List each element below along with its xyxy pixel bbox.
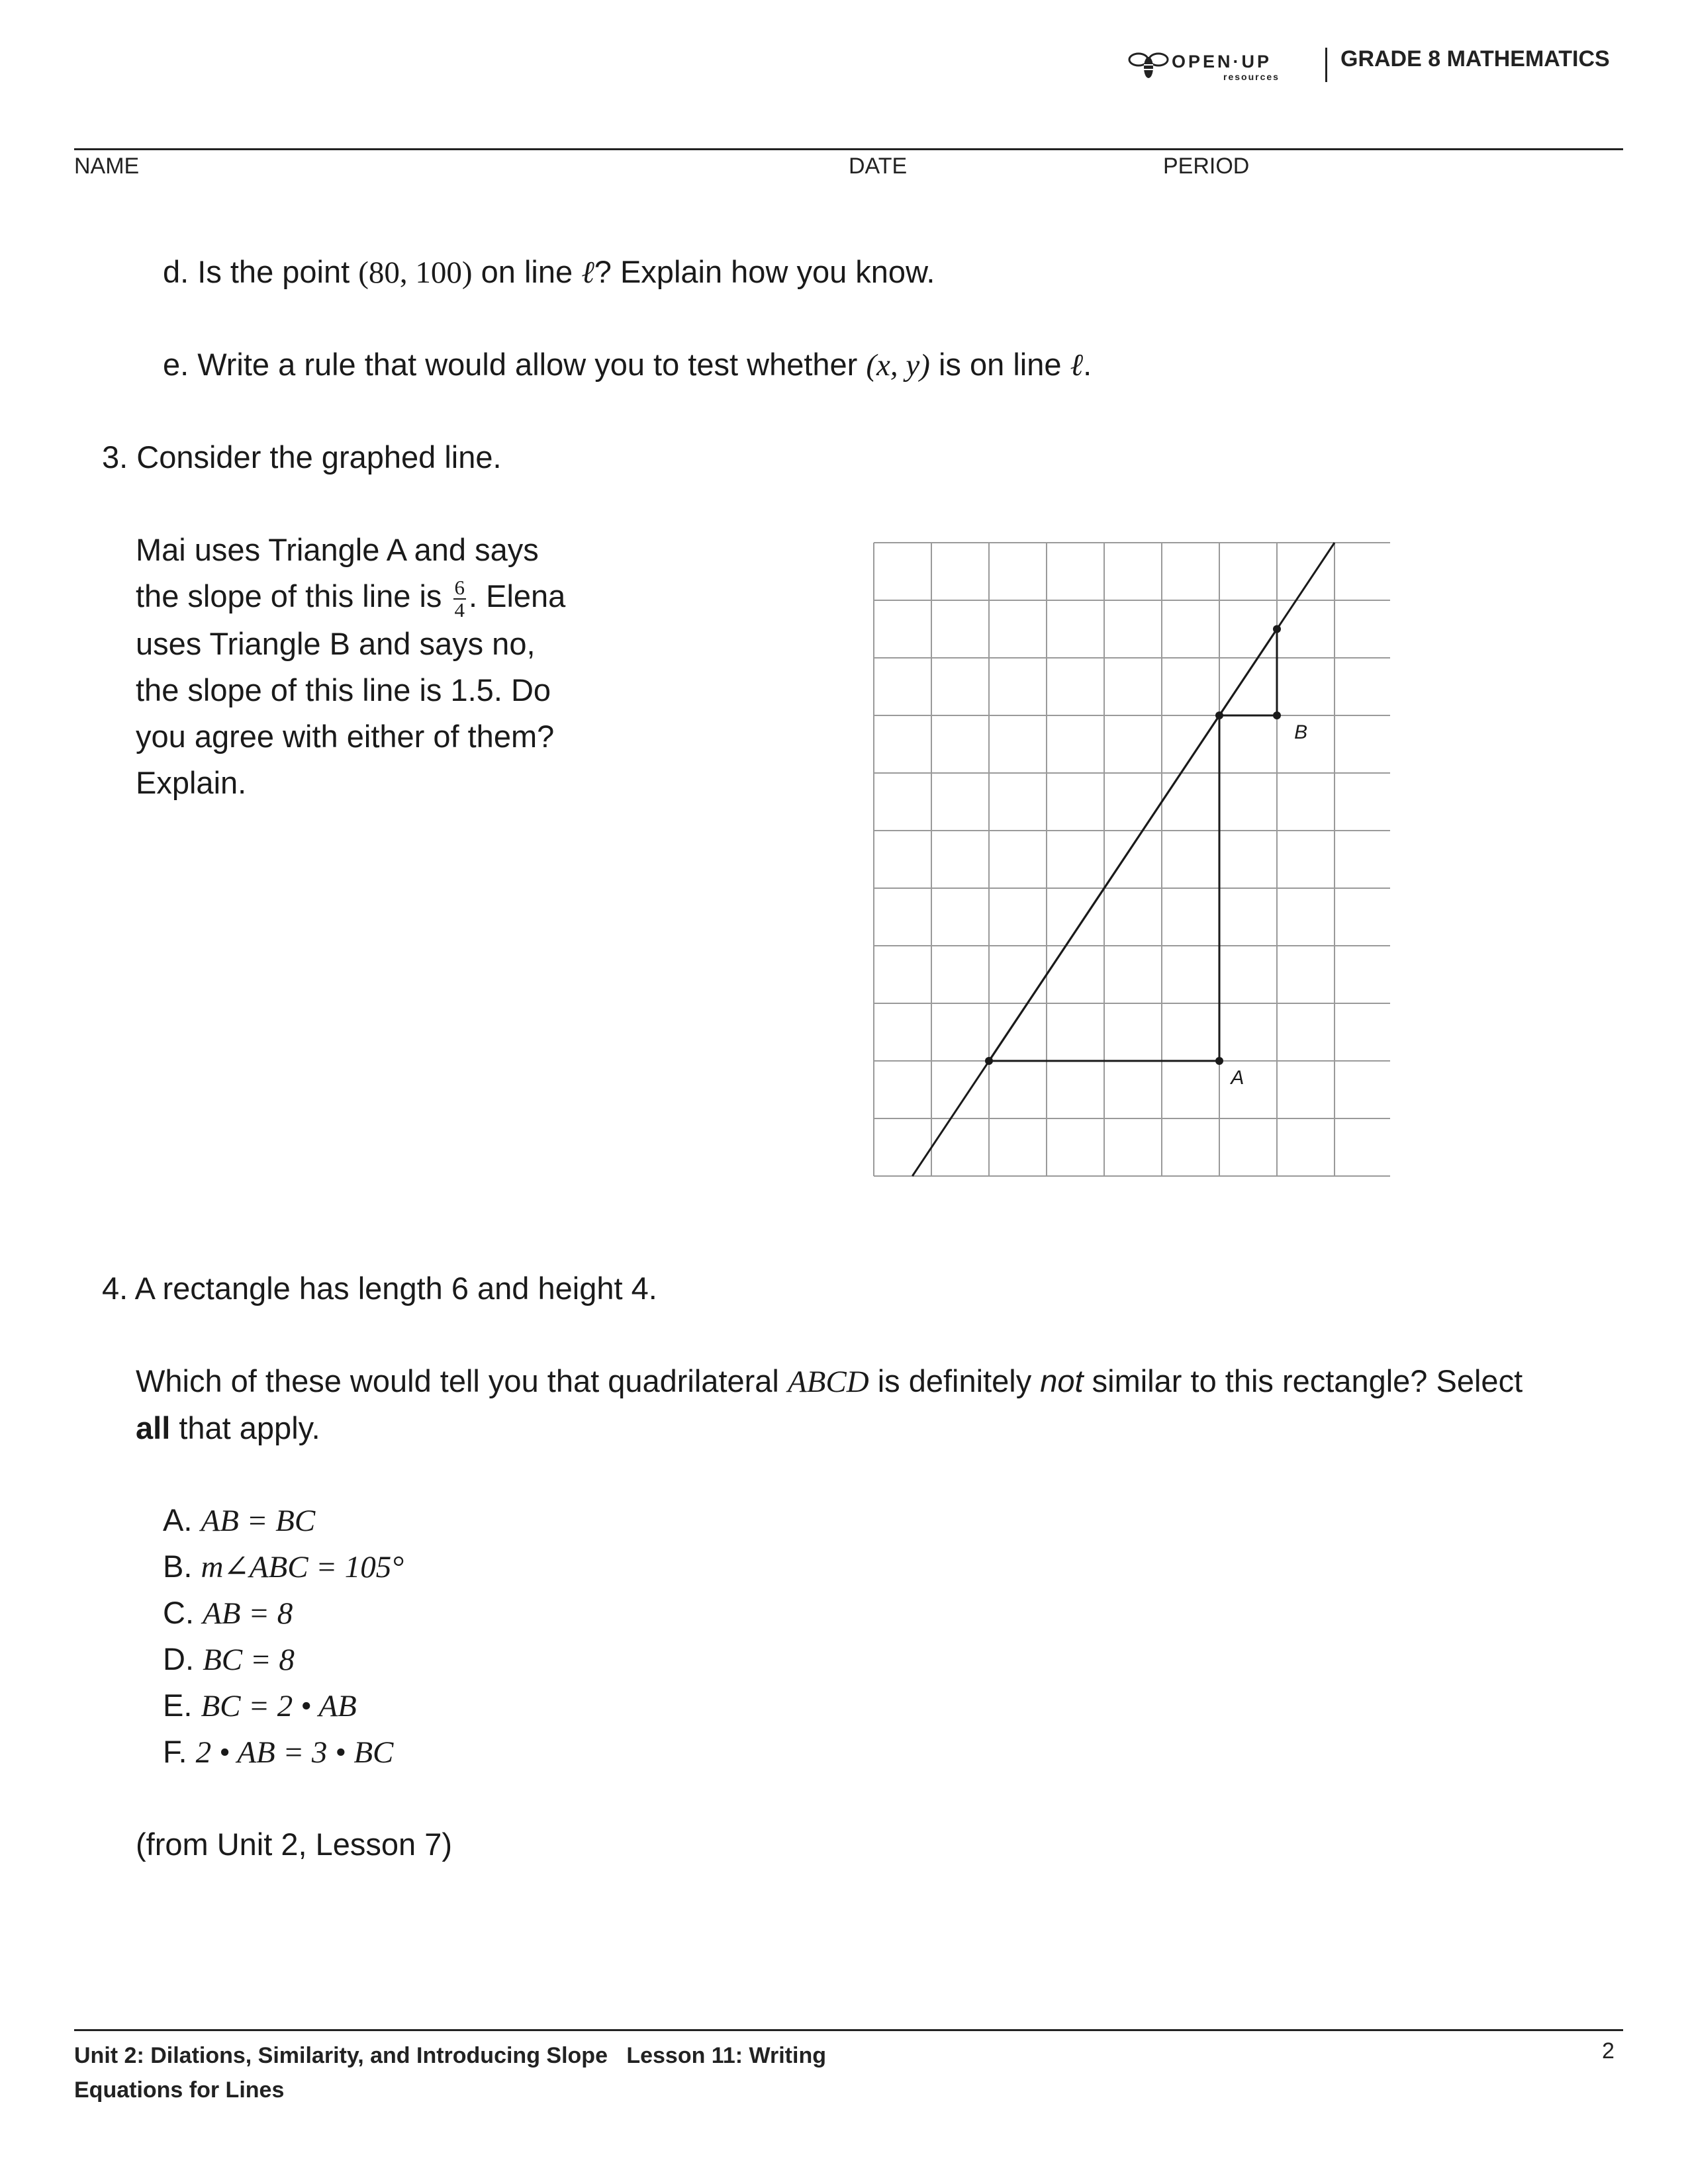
question-3-label: 3. Consider the graphed line.: [102, 439, 502, 475]
choice-b: B. m∠ABC = 105°: [163, 1549, 404, 1584]
page-number: 2: [1602, 2038, 1615, 2064]
triangle-label-a: A: [1231, 1066, 1244, 1089]
triangle-b: [1219, 629, 1277, 716]
footer-lesson-title: Unit 2: Dilations, Similarity, and Introducing Slope Lesson 11: Writing Equations for Lines: [74, 2043, 826, 2103]
question-3-text: Mai uses Triangle A and says the slope of this line is $\frac{6}{4}$ . Elena uses Triangle B and says no, the slope of this line is 1.5. Do you agree with either of them? Explain.: [136, 532, 566, 800]
name-field-label: NAME: [74, 154, 140, 179]
triangle-label-b: B: [1294, 721, 1308, 743]
slope-graph: [861, 536, 1390, 1185]
graph-grid: [874, 543, 1390, 1176]
choice-c: C. AB = 8: [163, 1595, 293, 1631]
choice-a: A. AB = BC: [163, 1502, 316, 1538]
graph-point: [1215, 711, 1223, 719]
graph-point: [1215, 1057, 1223, 1065]
choice-e: E. BC = 2 • AB: [163, 1688, 357, 1723]
question-4-source: (from Unit 2, Lesson 7): [136, 1827, 453, 1862]
graph-point: [1273, 711, 1281, 719]
graph-point: [985, 1057, 993, 1065]
graph-point: [1273, 625, 1281, 633]
choice-d: D. BC = 8: [163, 1641, 295, 1677]
header-divider: [1325, 48, 1327, 82]
slope-fraction: $\frac{6}{4}$: [454, 575, 465, 621]
logo-wordmark: OPEN·UP: [1172, 52, 1272, 71]
question-4-prompt: Which of these would tell you that quadrilateral ABCD is definitely not similar to this rectangle? Select all that apply.: [136, 1363, 1523, 1445]
question-2e: e. Write a rule that would allow you to test whether (x, y) is on line ℓ.: [163, 347, 1092, 383]
choice-f: F. 2 • AB = 3 • BC: [163, 1734, 394, 1770]
grade-title: GRADE 8 MATHEMATICS: [1340, 46, 1610, 71]
logo-subtitle: resources: [1223, 71, 1280, 82]
question-4-label: 4. A rectangle has length 6 and height 4.: [102, 1271, 657, 1306]
footer-rule: [74, 2029, 1623, 2031]
date-field-label: DATE: [849, 154, 908, 179]
header-rule: [74, 148, 1623, 150]
graph-shapes: [912, 543, 1335, 1176]
question-2d: d. Is the point (80, 100) on line ℓ? Explain how you know.: [163, 254, 935, 290]
period-field-label: PERIOD: [1163, 154, 1250, 179]
